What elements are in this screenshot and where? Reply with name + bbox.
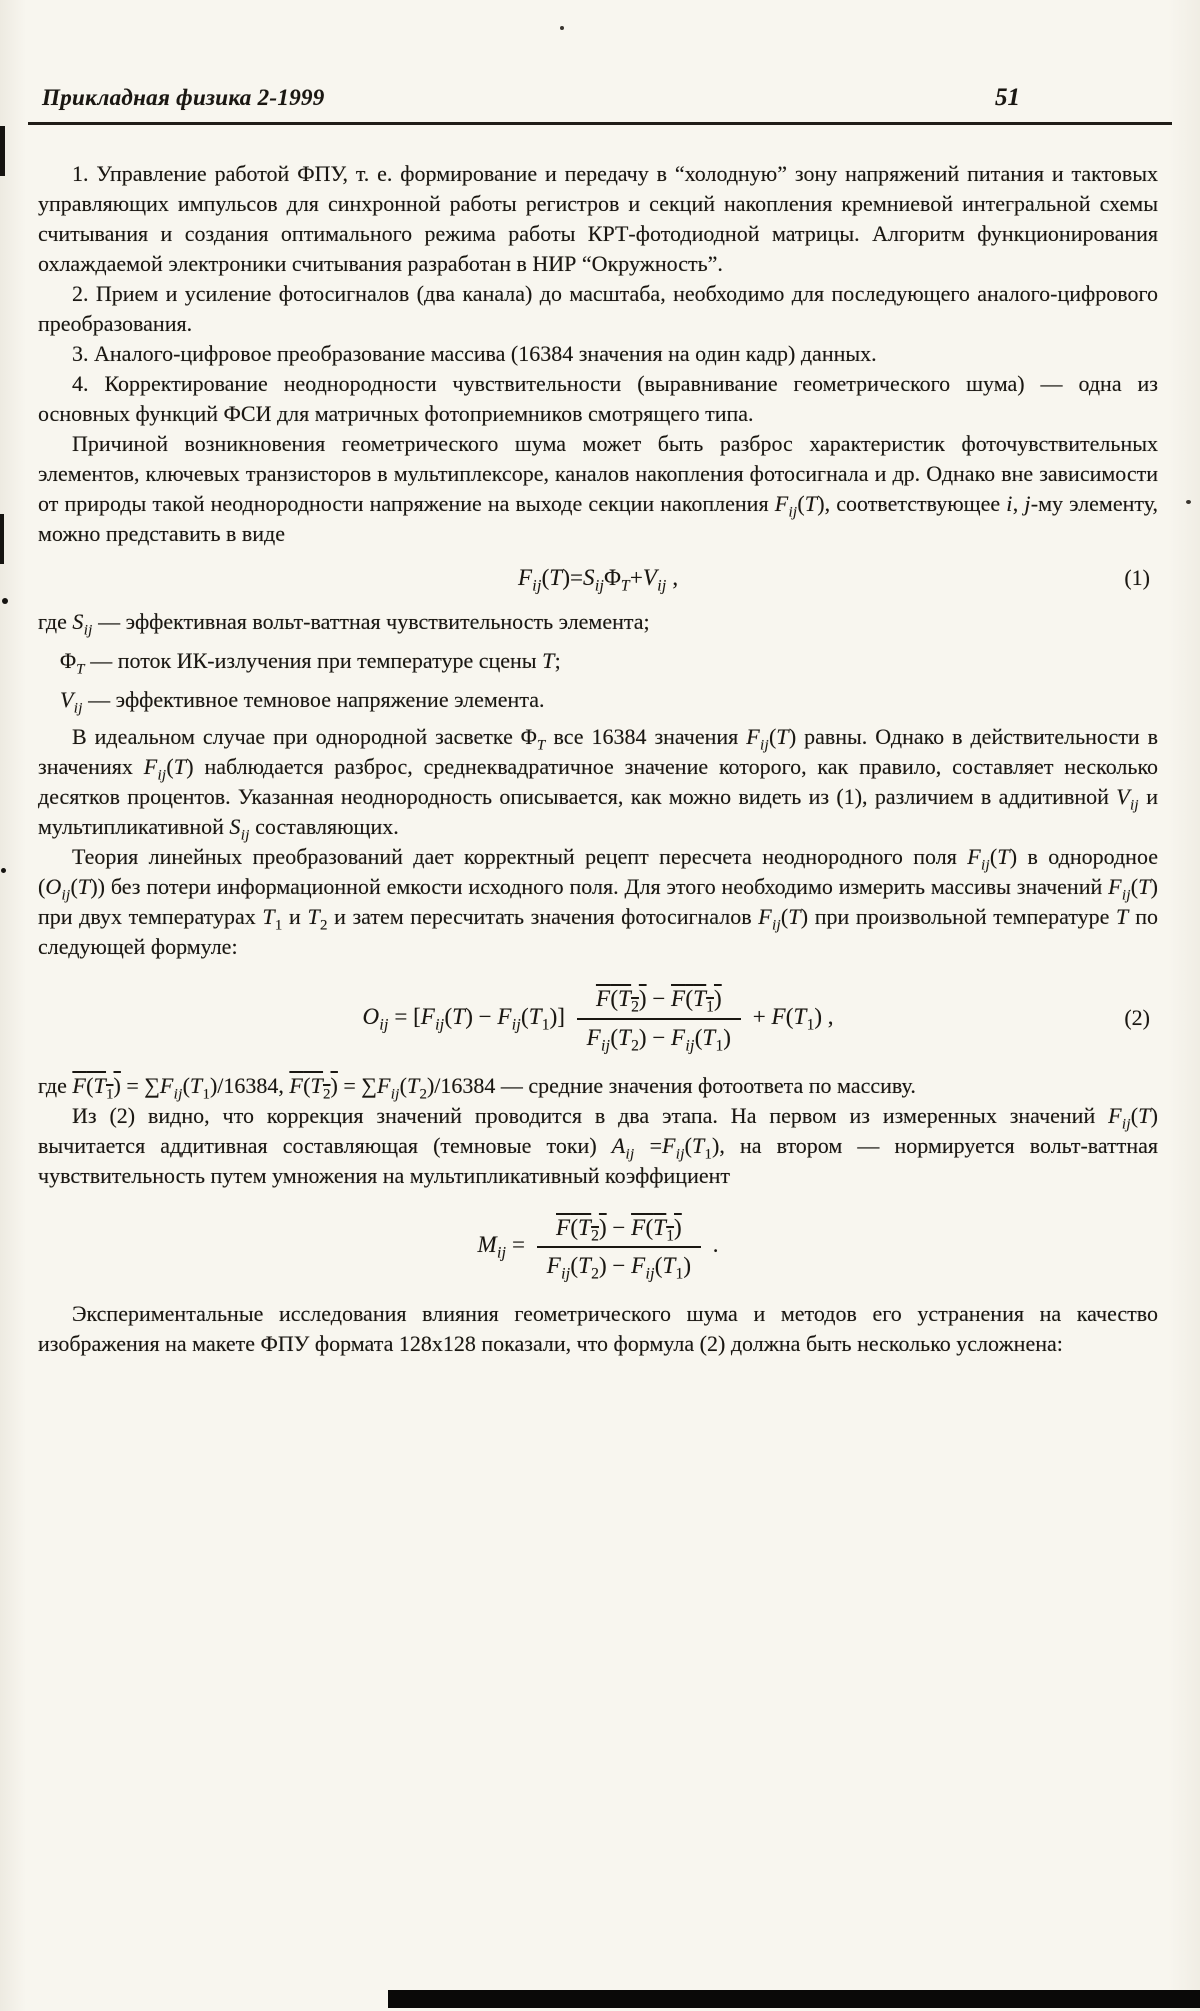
equation-multiplicative-coefficient [38,1213,1158,1282]
scan-artifact-dot [1,868,6,873]
page-number: 51 [995,84,1020,111]
equation-1 [38,563,1158,593]
list-item-3: 3. Аналого-цифровое преобразование массива (16384 значения на один кадр) данных. [72,341,877,366]
scan-artifact-bottom-bar [388,1990,1200,2008]
scan-artifact-edge-mark [0,126,5,176]
scan-artifact-speck [1186,500,1191,504]
paragraph-ideal-case: В идеальном случае при однородной засветке $\Phi_T$ все 16384 значения $F_{ij}(T)$ равны. Однако в действительности в значениях $F_{ij}(T)$ наблюдается разброс, среднеквадратичное значение которого, как правило, составляет несколько десятков процентов. Указанная неоднородность описывается, как можно видеть из (1), различием в аддитивной $V_{ij}$ и мультипликативной $S_{ij}$ составляющих. [38,724,1159,844]
equation-1-body: $F_{ij}(T)=S_{ij}\Phi_T+V_{ij}$ , [517,565,679,595]
definition-sensitivity: где $S_{ij}$ — эффективная вольт-ваттная чувствительность элемента; [38,609,650,639]
paragraph-noise-cause: Причиной возникновения геометрического шума может быть разброс характеристик фоточувствительных элементов, ключевых транзисторов в мультиплексоре, каналов накопления фотосигнала и др. Однако вне зависимости от природы такой неоднородности напряжение на выходе секции накопления $F_{ij}(T)$, соответствующее i, j-му элементу, можно представить в виде [38,431,1159,546]
page-header [0,0,1200,112]
definition-flux: $\Phi_T$ — поток ИК-излучения при температуре сцены T; [60,648,561,678]
equation-1-number: (1) [1124,565,1150,590]
journal-title: Прикладная физика 2-1999 [42,85,325,110]
definition-dark-voltage: $V_{ij}$ — эффективное темновое напряжение элемента. [60,687,545,717]
list-item-1: 1. Управление работой ФПУ, т. е. формирование и передачу в “холодную” зону напряжений питания и тактовых управляющих импульсов для синхронной работы регистров и секций накопления кремниевой интегральной схемы считывания и создания оптимального режима работы КРТ-фотодиодной матрицы. Алгоритм функционирования охлаждаемой электроники считывания разработан в НИР “Окружность”. [38,161,1158,276]
scan-artifact-dot [2,598,8,604]
paragraph-two-stages: Из (2) видно, что коррекция значений проводится в два этапа. На первом из измеренных значений $F_{ij}(T)$ вычитается аддитивная составляющая (темновые токи) $A_{ij} =F_{ij}(T_1)$, на втором — нормируется вольт-ваттная чувствительность путем умножения на мультипликативный коэффициент [38,1102,1158,1188]
article-body [0,125,1200,1359]
equation-2-body: $O_{ij} = [F_{ij}(T) - F_{ij}(T_1)]$ $\frac{F(T_2) - F(T_1)}{F_{ij}(T_2) - F_{ij}(T_1)}$ + $F(T_1)$ , [362,986,834,1055]
paragraph-experimental: Экспериментальные исследования влияния геометрического шума и методов его устранения на качество изображения на макете ФПУ формата 128x128 показали, что формула (2) должна быть несколько усложнена: [38,1301,1158,1356]
paragraph-theory: Теория линейных преобразований дает корректный рецепт пересчета неоднородного поля $F_{ij}(T)$ в однородное $(O_{ij}(T))$ без потери информационной емкости исходного поля. Для этого необходимо измерить массивы значений $F_{ij}(T)$ при двух температурах $T_1$ и $T_2$ и затем пересчитать значения фотосигналов $F_{ij}(T)$ при произвольной температуре T по следующей формуле: [38,844,1158,959]
list-item-2: 2. Прием и усиление фотосигналов (два канала) до масштаба, необходимо для последующего аналого-цифрового преобразования. [38,281,1158,336]
equation-2-number: (2) [1124,1005,1150,1031]
equation-m-body: $M_{ij}$ = $\frac{F(T_2) - F(T_1)}{F_{ij}(T_2) - F_{ij}(T_1)}$ . [477,1214,719,1283]
equation-2 [38,984,1158,1053]
scan-artifact-speck [560,26,564,30]
scan-artifact-edge-mark [0,514,4,564]
paragraph-array-averages: где $F(T_1) = \sum F_{ij}(T_1)/16384$, $F(T_2) = \sum F_{ij}(T_2)/16384$ — средние значения фотоответа по массиву. [38,1072,916,1102]
list-item-4: 4. Корректирование неоднородности чувствительности (выравнивание геометрического шума) — одна из основных функций ФСИ для матричных фотоприемников смотрящего типа. [38,371,1158,426]
